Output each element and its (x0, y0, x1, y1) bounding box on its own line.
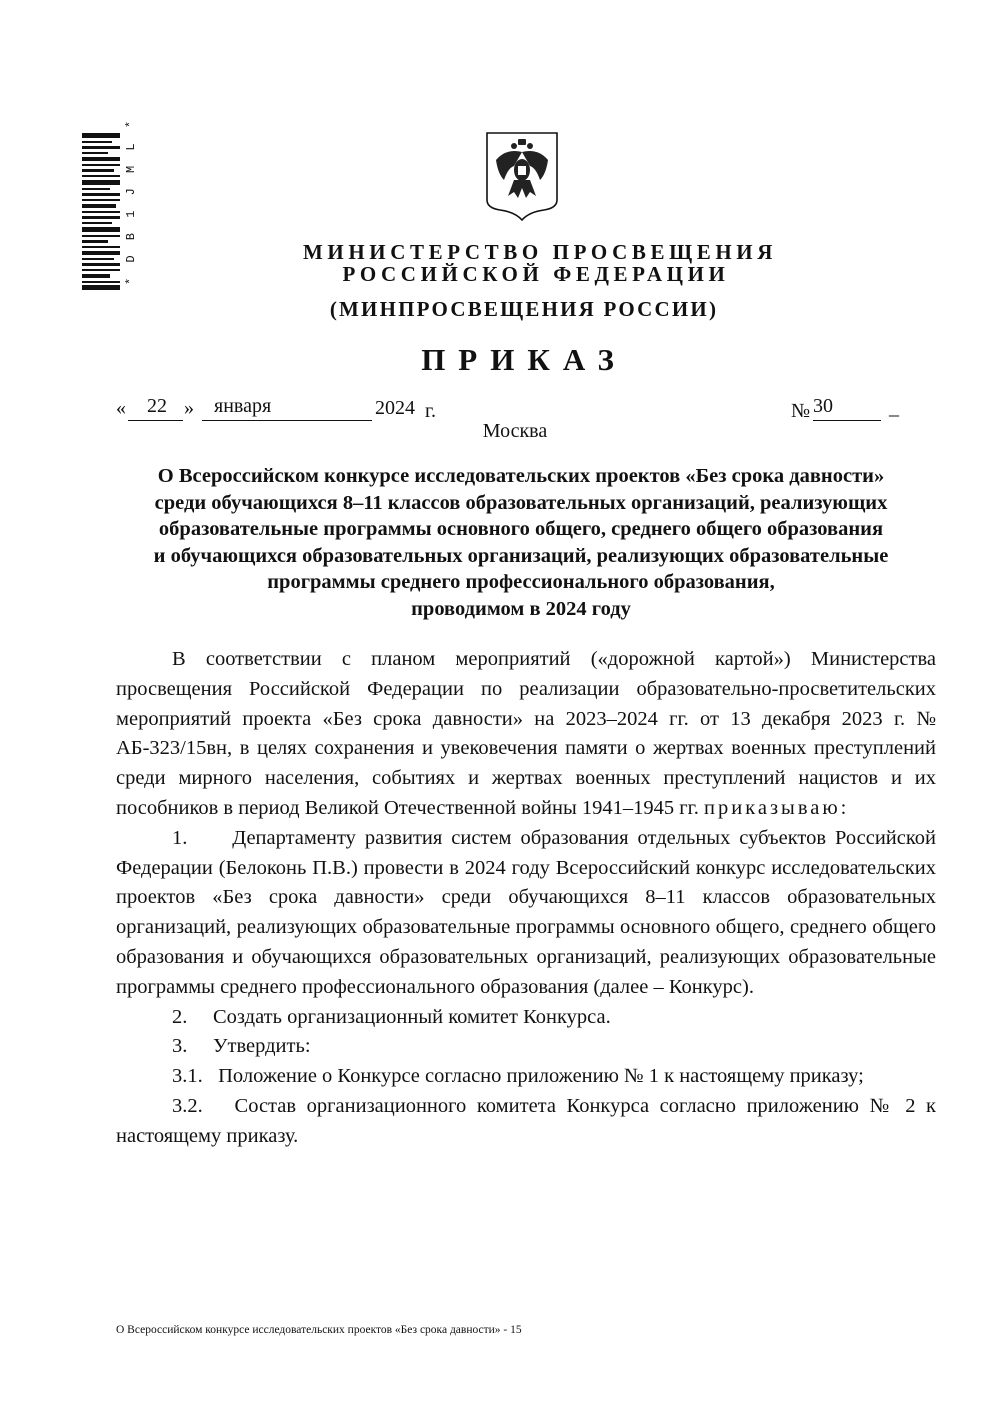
subject-line: образовательные программы основного общего, среднего общего образования (158, 518, 884, 540)
preamble-text: В соответствии с планом мероприятий («дорожной картой») Министерства просвещения Российской Федерации по реализации образовательно-просветительских мероприятий проекта «Без срока давности» на 2023–2024 гг. от 13 декабря 2023 г. № АБ-323/15вн, в целях сохранения и увековечения памяти о жертвах военных преступлений среди мирного населения, событиях и жертвах военных преступлений нацистов и их пособников в период Великой Отечественной войны 1941–1945 гг. (116, 648, 936, 819)
item-2 (116, 1003, 936, 1033)
order-number: 30 (813, 395, 833, 417)
order-word: приказываю: (704, 796, 850, 819)
ministry-name-line2: РОССИЙСКОЙ ФЕДЕРАЦИИ (342, 262, 730, 286)
ministry-name-line1: МИНИСТЕРСТВО ПРОСВЕЩЕНИЯ (303, 240, 777, 264)
date-month: января (214, 395, 272, 417)
page-footer: О Всероссийском конкурсе исследовательских проектов «Без срока давности» - 15 (116, 1324, 522, 1336)
item-3 (116, 1032, 936, 1062)
item-number: 3.2. (172, 1094, 203, 1117)
document-body (116, 645, 936, 1152)
subject-line: программы среднего профессионального образования, (267, 571, 775, 593)
date-open-quote: « (116, 397, 126, 419)
item-number: 1. (172, 826, 188, 849)
item-1 (116, 824, 936, 1003)
item-number: 3.1. (172, 1065, 203, 1088)
emblem-icon (484, 130, 560, 222)
barcode-code: * D B 1 J M L * (124, 116, 138, 285)
subject-line: проводимом в 2024 году (411, 597, 631, 620)
item-text: Создать организационный комитет Конкурса. (213, 1005, 611, 1028)
item-text: Состав организационного комитета Конкурса согласно приложению № 2 к настоящему приказу. (116, 1094, 936, 1147)
preamble-paragraph (116, 645, 936, 824)
item-3-2 (116, 1092, 936, 1152)
subject-line: и обучающихся образовательных организаций, реализующих образовательные (153, 544, 889, 567)
item-number: 2. (172, 1005, 188, 1028)
subject-line: О Всероссийском конкурсе исследовательских проектов «Без срока давности» (157, 465, 885, 487)
item-text: Положение о Конкурсе согласно приложению № 1 к настоящему приказу; (218, 1065, 864, 1088)
item-text: Департаменту развития систем образования отдельных субъектов Российской Федерации (Белоконь П.В.) провести в 2024 году Всероссийский конкурс исследовательских проектов «Без срока давности» среди обучающихся 8–11 классов образовательных организаций, реализующих образовательные программы основного общего, среднего общего образования и обучающихся образовательных организаций, реализующих образовательные программы среднего профессионального образования (далее – Конкурс). (116, 826, 937, 998)
item-number: 3. (172, 1035, 188, 1058)
document-subject (110, 463, 932, 622)
city: Москва (482, 420, 548, 442)
subject-line: среди обучающихся 8–11 классов образовательных организаций, реализующих (154, 491, 888, 514)
date-year: 2024 (375, 397, 415, 419)
date-day: 22 (147, 395, 167, 417)
document-type-title: ПРИКАЗ (421, 342, 627, 377)
number-sign: № (791, 400, 811, 422)
item-3-1 (116, 1062, 936, 1092)
ministry-short-name: (МИНПРОСВЕЩЕНИЯ РОССИИ) (329, 297, 719, 321)
item-text: Утвердить: (213, 1035, 311, 1058)
date-close-quote: » (184, 397, 194, 419)
date-year-suffix: г. (425, 400, 436, 422)
order-number-tail: _ (889, 397, 899, 419)
